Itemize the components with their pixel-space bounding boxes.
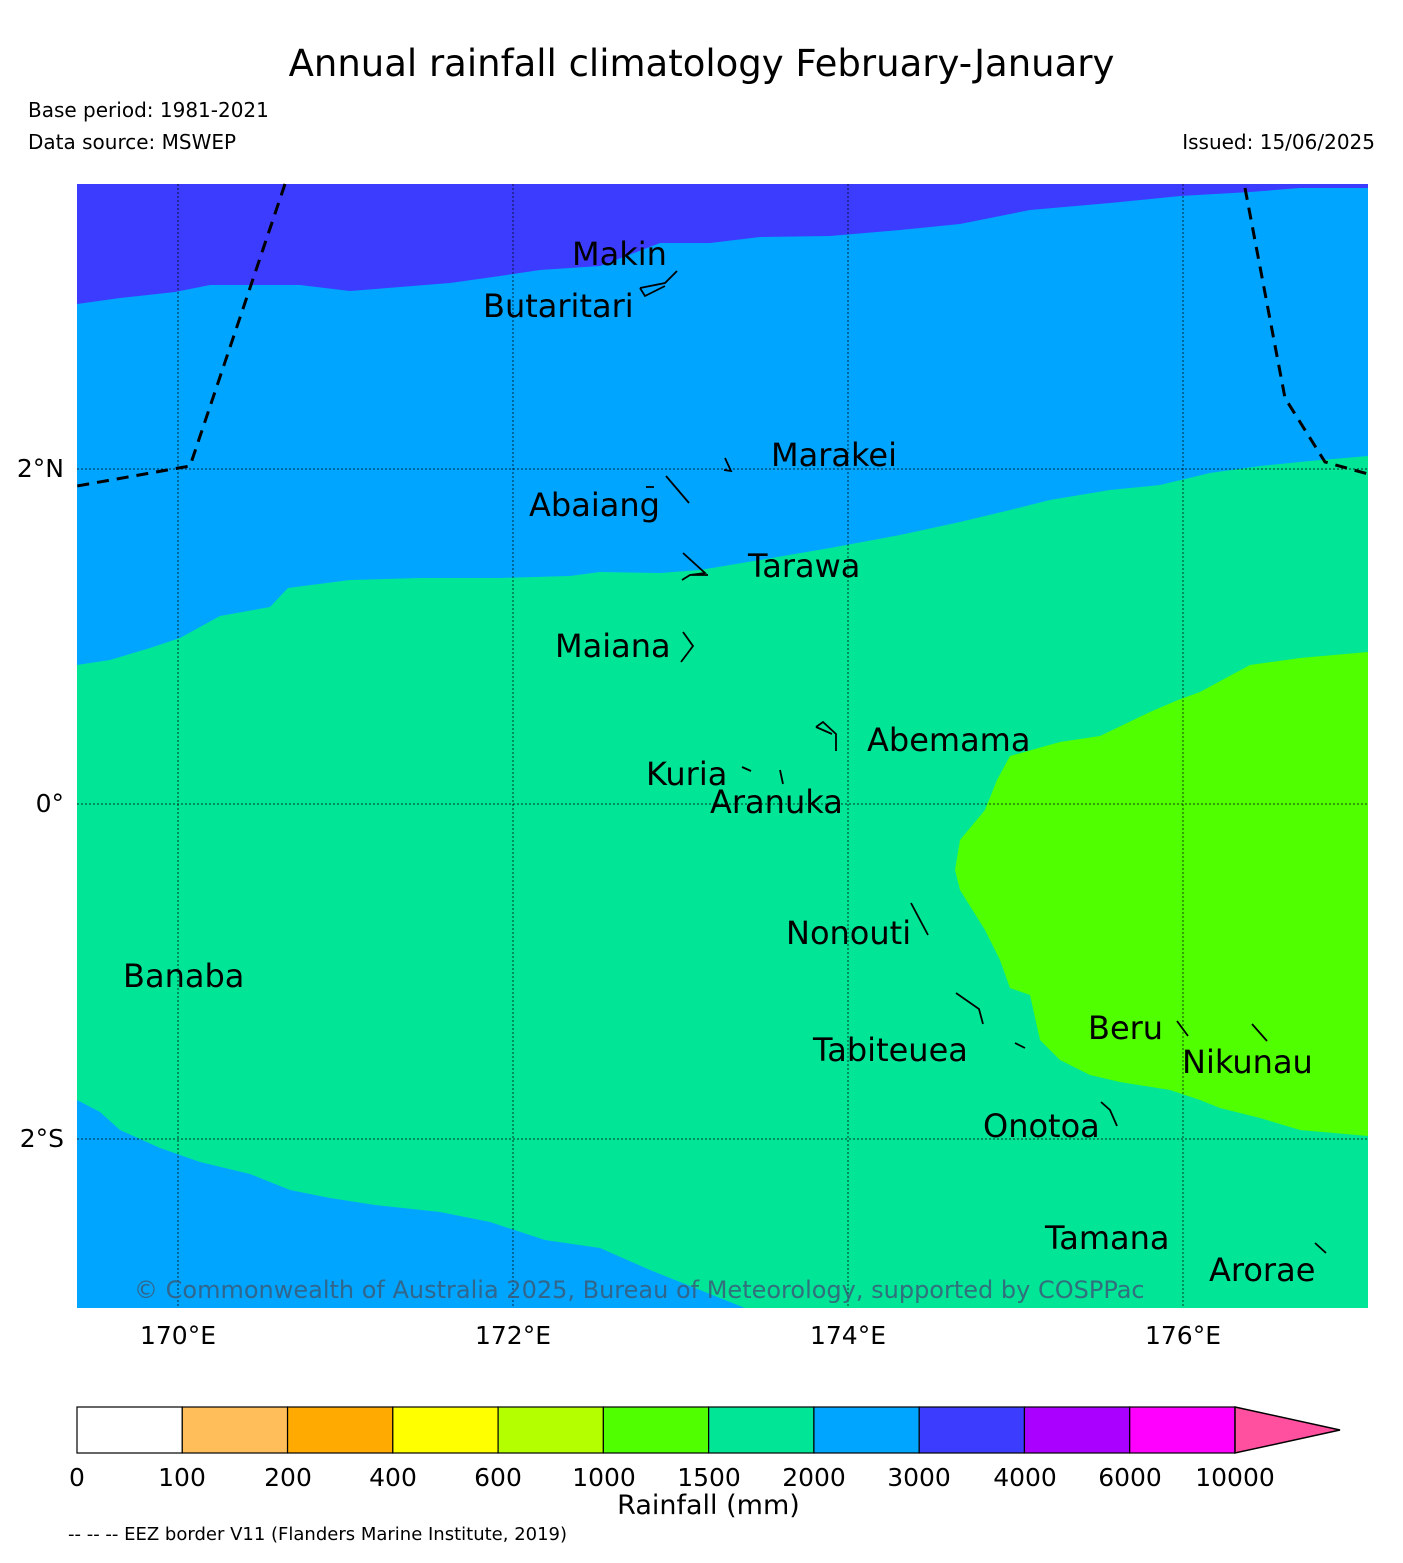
cb-tick-600: 600: [474, 1463, 522, 1492]
base-period-text: Base period: 1981-2021: [28, 98, 269, 122]
cb-tick-2000: 2000: [782, 1463, 846, 1492]
colorbar-bin-0: [77, 1407, 182, 1453]
colorbar-bin-10: [1130, 1407, 1235, 1453]
cb-tick-1500: 1500: [677, 1463, 741, 1492]
place-label-tabiteuea: Tabiteuea: [813, 1031, 968, 1069]
cb-tick-4000: 4000: [993, 1463, 1057, 1492]
colorbar-tick-labels: [69, 1463, 1275, 1492]
cb-tick-3000: 3000: [887, 1463, 951, 1492]
lon-tick-labels: [140, 1321, 1221, 1350]
place-label-onotoa: Onotoa: [983, 1107, 1100, 1145]
place-label-makin: Makin: [572, 235, 667, 273]
place-label-banaba: Banaba: [123, 957, 245, 995]
cb-tick-400: 400: [369, 1463, 417, 1492]
place-label-abaiang: Abaiang: [529, 486, 660, 524]
place-label-kuria: Kuria: [646, 755, 728, 793]
colorbar: [69, 1407, 1340, 1492]
colorbar-label: Rainfall (mm): [617, 1490, 800, 1521]
colorbar-extend-arrow: [1235, 1407, 1340, 1453]
lon-tick-176: 176°E: [1144, 1321, 1222, 1350]
lon-tick-170: 170°E: [139, 1321, 217, 1350]
map-title: Annual rainfall climatology February-January: [288, 42, 1115, 85]
cb-tick-1000: 1000: [572, 1463, 636, 1492]
place-label-arorae: Arorae: [1209, 1251, 1316, 1289]
cb-tick-10000: 10000: [1195, 1463, 1275, 1492]
place-label-nikunau: Nikunau: [1182, 1043, 1313, 1081]
lat-tick-labels: [17, 454, 64, 1153]
lon-tick-172: 172°E: [474, 1321, 552, 1350]
place-label-nonouti: Nonouti: [786, 914, 912, 952]
colorbar-bins: [77, 1407, 1235, 1453]
lat-tick-2s: 2°S: [19, 1124, 64, 1153]
copyright-text: © Commonwealth of Australia 2025, Bureau of Meteorology, supported by COSPPac: [134, 1276, 1145, 1304]
lat-tick-0: 0°: [35, 789, 64, 818]
colorbar-bin-7: [814, 1407, 919, 1453]
issued-date-text: Issued: 15/06/2025: [1182, 130, 1375, 154]
eez-footnote: -- -- -- EEZ border V11 (Flanders Marine Institute, 2019): [68, 1524, 568, 1545]
place-label-maiana: Maiana: [555, 627, 671, 665]
place-label-marakei: Marakei: [771, 436, 897, 474]
colorbar-bin-4: [498, 1407, 603, 1453]
colorbar-bin-5: [603, 1407, 708, 1453]
colorbar-bin-8: [919, 1407, 1024, 1453]
colorbar-bin-6: [709, 1407, 814, 1453]
colorbar-bin-9: [1024, 1407, 1129, 1453]
place-label-aranuka: Aranuka: [710, 783, 843, 821]
cb-tick-0: 0: [69, 1463, 85, 1492]
data-source-text: Data source: MSWEP: [28, 130, 237, 154]
cb-tick-6000: 6000: [1098, 1463, 1162, 1492]
lon-tick-174: 174°E: [809, 1321, 887, 1350]
place-label-butaritari: Butaritari: [483, 287, 634, 325]
place-label-tamana: Tamana: [1045, 1219, 1170, 1257]
colorbar-bin-2: [288, 1407, 393, 1453]
place-label-tarawa: Tarawa: [748, 547, 861, 585]
cb-tick-100: 100: [158, 1463, 206, 1492]
place-label-abemama: Abemama: [867, 721, 1031, 759]
colorbar-bin-3: [393, 1407, 498, 1453]
colorbar-bin-1: [182, 1407, 287, 1453]
cb-tick-200: 200: [264, 1463, 312, 1492]
lat-tick-2n: 2°N: [16, 454, 64, 483]
place-label-beru: Beru: [1088, 1009, 1164, 1047]
